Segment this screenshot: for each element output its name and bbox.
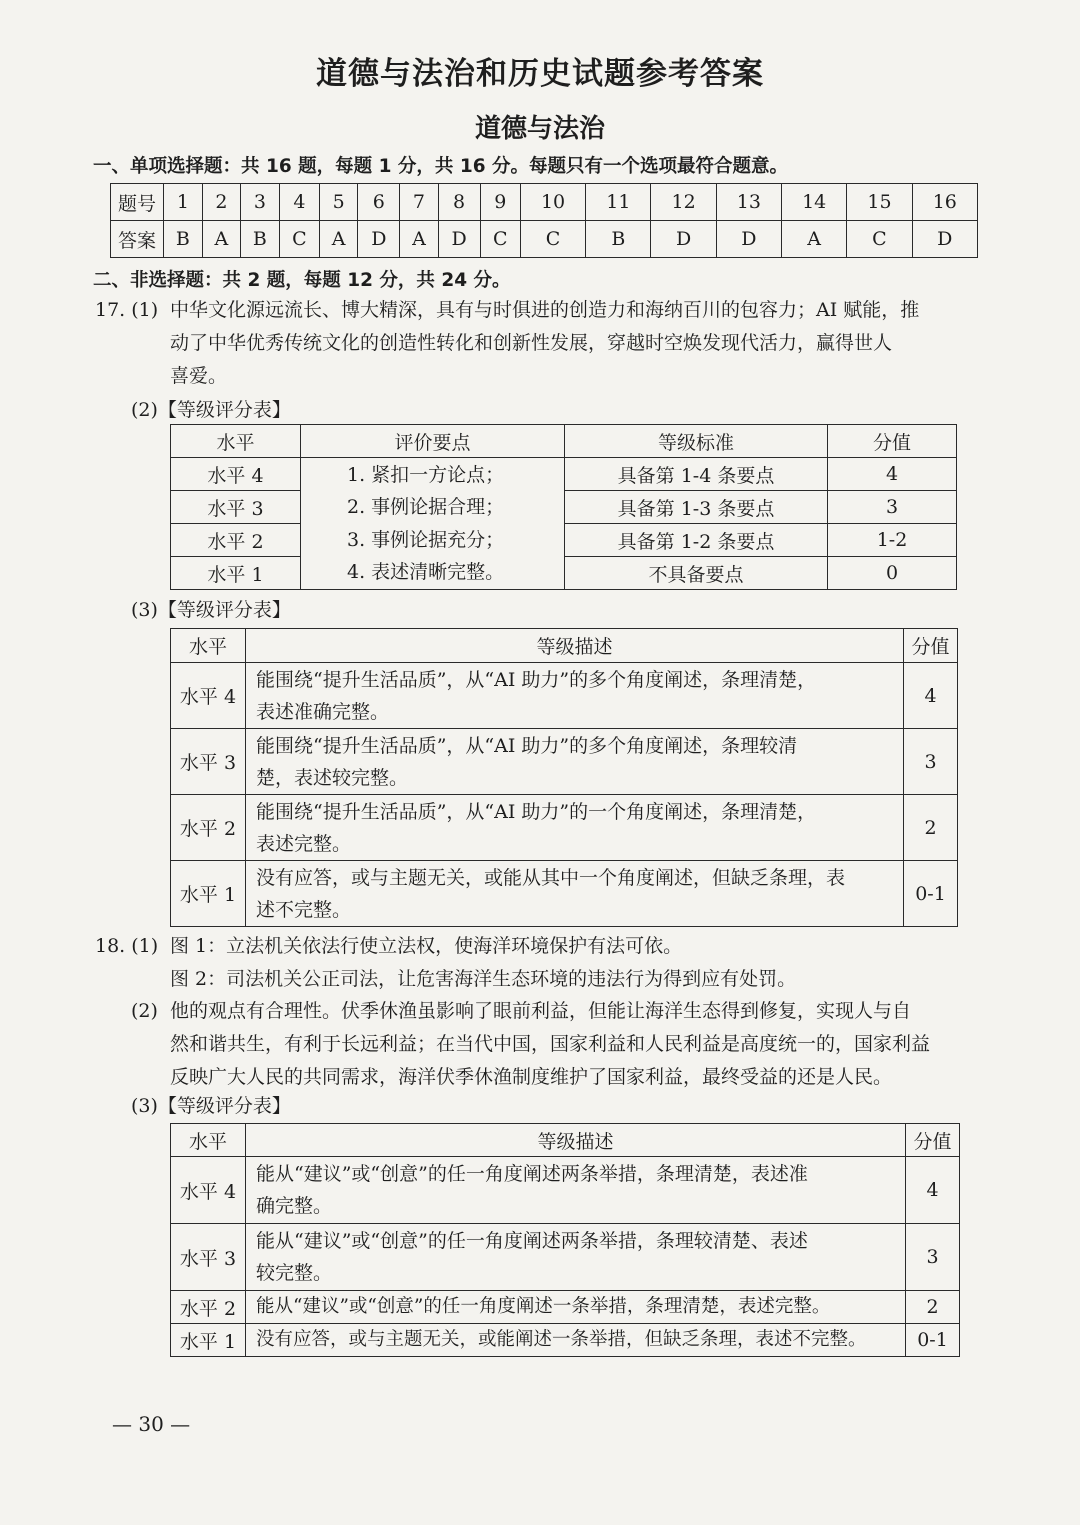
number-cell: 14 (782, 184, 847, 221)
answer-cell: B (240, 221, 279, 258)
rubric-row (171, 1324, 960, 1357)
standard-cell: 具备第 1-2 条要点 (565, 524, 828, 557)
description-cell (246, 795, 904, 861)
level-cell: 水平 1 (171, 861, 246, 927)
answer-cell: C (279, 221, 319, 258)
q17-part3-label: (3)【等级评分表】 (131, 599, 291, 621)
score-cell: 2 (904, 795, 958, 861)
q17-part1-line: 中华文化源远流长、博大精深，具有与时俱进的创造力和海纳百川的包容力；AI 赋能，推 (170, 299, 920, 321)
number-cell: 5 (320, 184, 358, 221)
q18-part3-rubric-table (170, 1123, 960, 1357)
rubric-row (171, 861, 958, 927)
answer-cell: C (847, 221, 912, 258)
number-cell: 15 (847, 184, 912, 221)
header-level: 水平 (171, 425, 301, 458)
level-cell: 水平 1 (171, 557, 301, 590)
answer-cell: B (164, 221, 203, 258)
criteria-point: 4. 表述清晰完整。 (347, 561, 505, 583)
q17-part1-line: 喜爱。 (170, 365, 228, 387)
header-standard: 等级标准 (565, 425, 828, 458)
q17-part2-label: (2)【等级评分表】 (131, 399, 291, 421)
answer-cell: A (320, 221, 358, 258)
q18-part2-line: 他的观点有合理性。伏季休渔虽影响了眼前利益，但能让海洋生态得到修复，实现人与自 (170, 1000, 912, 1022)
score-cell: 4 (906, 1157, 960, 1224)
q17-part3-rubric-table (170, 628, 958, 927)
description-line: 表述完整。 (256, 832, 352, 855)
rubric-header-row (171, 1124, 960, 1157)
answer-cell: B (586, 221, 651, 258)
q18-part2-number: (2) (131, 1000, 158, 1022)
description-line: 能围绕“提升生活品质”，从“AI 助力”的一个角度阐述，条理清楚， (256, 800, 817, 823)
answer-table-answer-row (111, 221, 978, 258)
description-cell (246, 1224, 906, 1291)
score-cell: 0-1 (906, 1324, 960, 1357)
description-cell (246, 861, 904, 927)
score-cell: 4 (828, 458, 957, 491)
description-cell (246, 729, 904, 795)
answer-cell: A (400, 221, 438, 258)
description-line: 述不完整。 (256, 898, 352, 921)
description-cell: 没有应答，或与主题无关，或能阐述一条举措，但缺乏条理，表述不完整。 (246, 1324, 906, 1357)
answer-cell: A (782, 221, 847, 258)
standard-cell: 具备第 1-3 条要点 (565, 491, 828, 524)
criteria-point: 2. 事例论据合理； (347, 496, 505, 518)
number-cell: 9 (480, 184, 520, 221)
score-cell: 1-2 (828, 524, 957, 557)
score-cell: 3 (828, 491, 957, 524)
rubric-row (171, 663, 958, 729)
score-cell: 2 (906, 1291, 960, 1324)
row-label-number: 题号 (111, 184, 164, 221)
answer-cell: D (438, 221, 480, 258)
score-cell: 3 (904, 729, 958, 795)
rubric-row (171, 1157, 960, 1224)
description-line: 能从“建议”或“创意”的任一角度阐述两条举措，条理清楚，表述准 (256, 1163, 808, 1185)
number-cell: 16 (912, 184, 977, 221)
description-cell (246, 1157, 906, 1224)
rubric-row (171, 458, 957, 491)
level-cell: 水平 2 (171, 795, 246, 861)
level-cell: 水平 4 (171, 458, 301, 491)
score-cell: 0 (828, 557, 957, 590)
level-cell: 水平 1 (171, 1324, 246, 1357)
q18-part2-line: 反映广大人民的共同需求，海洋伏季休渔制度维护了国家利益，最终受益的还是人民。 (170, 1066, 893, 1088)
number-cell: 11 (586, 184, 651, 221)
number-cell: 10 (520, 184, 585, 221)
rubric-header-row (171, 629, 958, 663)
level-cell: 水平 4 (171, 663, 246, 729)
header-score: 分值 (906, 1124, 960, 1157)
rubric-row (171, 1291, 960, 1324)
q18-part1-answer (170, 930, 796, 996)
header-level: 水平 (171, 1124, 246, 1157)
score-cell: 3 (906, 1224, 960, 1291)
section2-heading: 二、非选择题：共 2 题，每题 12 分，共 24 分。 (93, 270, 511, 291)
answer-cell: A (202, 221, 240, 258)
number-cell: 8 (438, 184, 480, 221)
row-label-answer: 答案 (111, 221, 164, 258)
description-line: 较完整。 (256, 1262, 333, 1284)
answer-cell: D (358, 221, 400, 258)
level-cell: 水平 2 (171, 1291, 246, 1324)
answer-table-number-row (111, 184, 978, 221)
q17-part1-line: 动了中华优秀传统文化的创造性转化和创新性发展，穿越时空焕发现代活力，赢得世人 (170, 332, 893, 354)
q17-part1-number: 17. (1) (95, 299, 159, 321)
answer-cell: D (716, 221, 781, 258)
score-cell: 0-1 (904, 861, 958, 927)
level-cell: 水平 2 (171, 524, 301, 557)
description-cell (246, 663, 904, 729)
q18-part3-label: (3)【等级评分表】 (131, 1095, 291, 1117)
answer-table (110, 183, 978, 258)
answer-cell: D (651, 221, 716, 258)
description-line: 能围绕“提升生活品质”，从“AI 助力”的多个角度阐述，条理清楚， (256, 668, 817, 691)
description-line: 楚，表述较完整。 (256, 766, 409, 789)
criteria-point: 1. 紧扣一方论点； (347, 463, 505, 486)
level-cell: 水平 3 (171, 1224, 246, 1291)
number-cell: 3 (240, 184, 279, 221)
number-cell: 2 (202, 184, 240, 221)
rubric-row (171, 795, 958, 861)
q18-part1-line: 图 2：司法机关公正司法，让危害海洋生态环境的违法行为得到应有处罚。 (170, 968, 797, 990)
level-cell: 水平 3 (171, 729, 246, 795)
q18-part1-number: 18. (1) (95, 935, 159, 957)
number-cell: 4 (279, 184, 319, 221)
description-line: 能围绕“提升生活品质”，从“AI 助力”的多个角度阐述，条理较清 (256, 734, 798, 757)
criteria-point: 3. 事例论据充分； (347, 528, 505, 551)
q17-part1-answer (170, 294, 919, 393)
number-cell: 7 (400, 184, 438, 221)
score-cell: 4 (904, 663, 958, 729)
number-cell: 12 (651, 184, 716, 221)
description-line: 表述准确完整。 (256, 700, 390, 723)
header-criteria: 评价要点 (301, 425, 565, 458)
standard-cell: 不具备要点 (565, 557, 828, 590)
header-description: 等级描述 (246, 1124, 906, 1157)
description-cell: 能从“建议”或“创意”的任一角度阐述一条举措，条理清楚，表述完整。 (246, 1291, 906, 1324)
page-title: 道德与法治和历史试题参考答案 (316, 56, 764, 92)
description-line: 确完整。 (256, 1195, 333, 1217)
number-cell: 13 (716, 184, 781, 221)
header-description: 等级描述 (246, 629, 904, 663)
standard-cell: 具备第 1-4 条要点 (565, 458, 828, 491)
q18-part1-line: 图 1：立法机关依法行使立法权，使海洋环境保护有法可依。 (170, 935, 683, 957)
level-cell: 水平 4 (171, 1157, 246, 1224)
q18-part2-answer (170, 995, 930, 1094)
page-number: — 30 — (112, 1412, 191, 1436)
answer-cell: D (912, 221, 977, 258)
header-score: 分值 (904, 629, 958, 663)
rubric-header-row (171, 425, 957, 458)
page-subtitle: 道德与法治 (474, 114, 605, 144)
rubric-row (171, 1224, 960, 1291)
q17-part2-rubric-table (170, 424, 957, 590)
header-level: 水平 (171, 629, 246, 663)
description-line: 没有应答，或与主题无关，或能从其中一个角度阐述，但缺乏条理，表 (256, 866, 846, 889)
number-cell: 1 (164, 184, 203, 221)
q18-part2-line: 然和谐共生，有利于长远利益；在当代中国，国家利益和人民利益是高度统一的，国家利益 (170, 1033, 931, 1055)
header-score: 分值 (828, 425, 957, 458)
rubric-row (171, 729, 958, 795)
answer-cell: C (520, 221, 585, 258)
description-line: 能从“建议”或“创意”的任一角度阐述两条举措，条理较清楚、表述 (256, 1230, 808, 1252)
number-cell: 6 (358, 184, 400, 221)
level-cell: 水平 3 (171, 491, 301, 524)
section1-heading: 一、单项选择题：共 16 题，每题 1 分，共 16 分。每题只有一个选项最符合题意。 (93, 156, 789, 177)
answer-cell: C (480, 221, 520, 258)
criteria-cell (301, 458, 565, 590)
